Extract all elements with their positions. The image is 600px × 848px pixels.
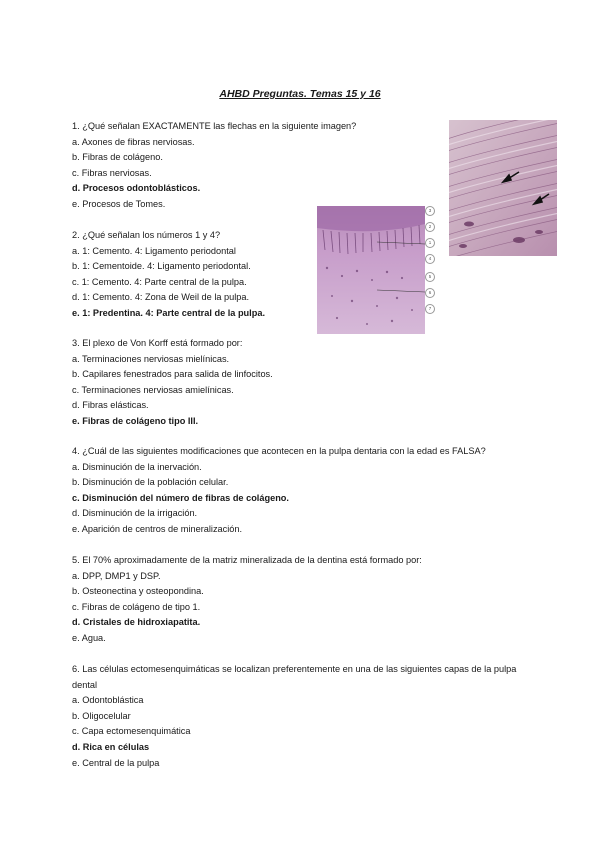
correct-option: d. Procesos odontoblásticos. xyxy=(72,183,201,194)
number-label: 7 xyxy=(425,304,435,314)
option: d. Disminución de la irrigación. xyxy=(72,508,198,519)
option: a. Axones de fibras nerviosas. xyxy=(72,136,195,147)
option: b. Oligocelular xyxy=(72,710,131,721)
question-text: 2. ¿Qué señalan los números 1 y 4? xyxy=(72,230,221,240)
number-label: 6 xyxy=(425,288,435,298)
correct-option: e. 1: Predentina. 4: Parte central de la pulpa. xyxy=(72,307,266,318)
question-text: 6. Las células ectomesenquimáticas se localizan preferentemente en una de las siguientes capas de la pulpa dental xyxy=(72,664,517,690)
option: a. Disminución de la inervación. xyxy=(72,461,202,472)
number-label: 5 xyxy=(425,272,435,282)
option: a. 1: Cemento. 4: Ligamento periodontal xyxy=(72,245,236,256)
histology-image-pulp-layers xyxy=(317,206,425,334)
option: d. 1: Cemento. 4: Zona de Weil de la pulpa. xyxy=(72,292,250,303)
option: c. Terminaciones nerviosas amielínicas. xyxy=(72,384,234,395)
option: a. Odontoblástica xyxy=(72,695,144,706)
number-label: 1 xyxy=(425,238,435,248)
histology-image-dentin-tubules xyxy=(449,120,557,256)
question-text: 4. ¿Cuál de las siguientes modificaciones que acontecen en la pulpa dentaria con la edad es FALSA? xyxy=(72,446,486,456)
option: c. Capa ectomesenquimática xyxy=(72,726,191,737)
number-label: 3 xyxy=(425,206,435,216)
option: b. Capilares fenestrados para salida de linfocitos. xyxy=(72,369,273,380)
option: c. Fibras de colágeno de tipo 1. xyxy=(72,601,201,612)
option: c. 1: Cemento. 4: Parte central de la pulpa. xyxy=(72,276,247,287)
option: a. Terminaciones nerviosas mielínicas. xyxy=(72,353,230,364)
option: e. Aparición de centros de mineralización. xyxy=(72,523,243,534)
option: b. Fibras de colágeno. xyxy=(72,152,163,163)
image-number-labels xyxy=(425,206,439,316)
question-3 xyxy=(72,336,542,430)
question-6 xyxy=(72,662,542,771)
option: e. Procesos de Tomes. xyxy=(72,198,166,209)
number-label: 4 xyxy=(425,254,435,264)
option: c. Fibras nerviosas. xyxy=(72,167,152,178)
option: e. Agua. xyxy=(72,632,106,643)
correct-option: c. Disminución del número de fibras de colágeno. xyxy=(72,492,289,503)
option: d. Fibras elásticas. xyxy=(72,400,149,411)
question-text: 5. El 70% aproximadamente de la matriz mineralizada de la dentina está formado por: xyxy=(72,555,422,565)
number-label: 2 xyxy=(425,222,435,232)
correct-option: d. Rica en células xyxy=(72,741,150,752)
question-text: 1. ¿Qué señalan EXACTAMENTE las flechas en la siguiente imagen? xyxy=(72,121,357,131)
option: b. Osteonectina y osteopondina. xyxy=(72,586,204,597)
question-4 xyxy=(72,444,542,538)
option: b. 1: Cementoide. 4: Ligamento periodontal. xyxy=(72,261,251,272)
option: a. DPP, DMP1 y DSP. xyxy=(72,570,161,581)
correct-option: e. Fibras de colágeno tipo III. xyxy=(72,415,199,426)
correct-option: d. Cristales de hidroxiapatita. xyxy=(72,617,201,628)
option: b. Disminución de la población celular. xyxy=(72,477,229,488)
option: e. Central de la pulpa xyxy=(72,757,160,768)
question-5 xyxy=(72,553,542,647)
page-title: AHBD Preguntas. Temas 15 y 16 xyxy=(219,88,381,100)
question-text: 3. El plexo de Von Korff está formado por: xyxy=(72,338,243,348)
